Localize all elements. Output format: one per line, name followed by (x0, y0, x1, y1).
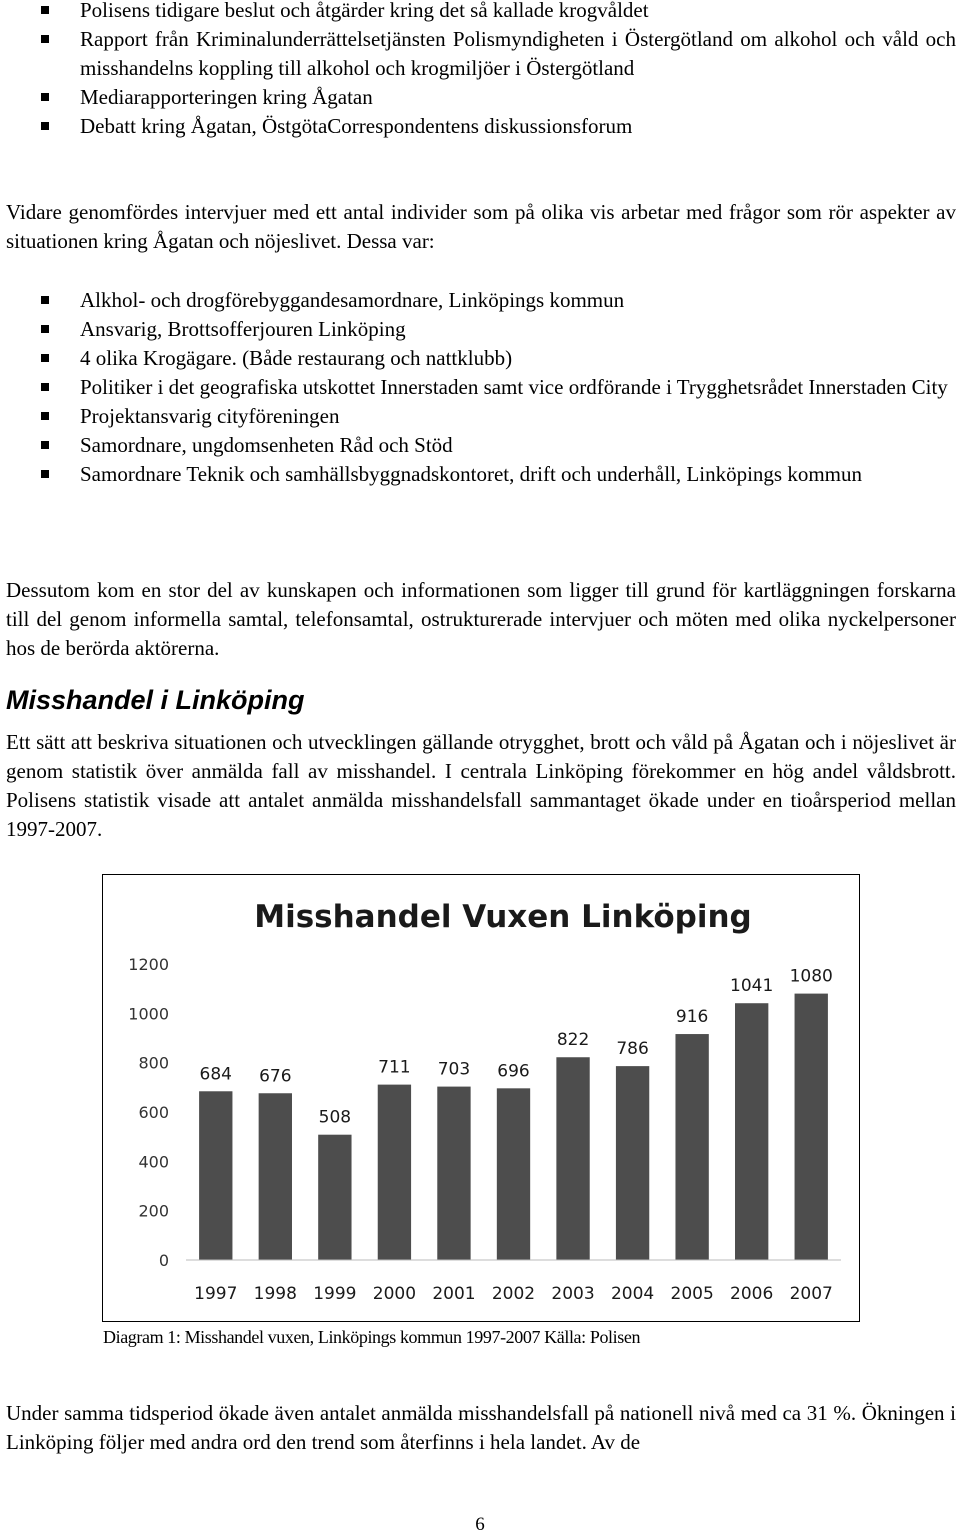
y-tick-label: 400 (138, 1152, 169, 1172)
y-tick-label: 1000 (128, 1004, 169, 1024)
square-bullet-icon (41, 383, 49, 391)
list-item: Alkhol- och drogförebyggandesamordnare, Linköpings kommun (0, 286, 960, 315)
data-label: 1041 (730, 976, 774, 997)
data-label: 703 (437, 1059, 471, 1080)
x-tick-label: 2003 (551, 1284, 595, 1304)
square-bullet-icon (41, 296, 49, 304)
chart-caption: Diagram 1: Misshandel vuxen, Linköpings kommun 1997-2007 Källa: Polisen (103, 1327, 641, 1347)
square-bullet-icon (41, 325, 49, 333)
data-label: 508 (318, 1107, 352, 1128)
square-bullet-icon (41, 412, 49, 420)
data-label: 676 (259, 1066, 292, 1087)
data-label: 822 (556, 1030, 590, 1051)
bar (318, 1135, 351, 1260)
y-axis (128, 955, 169, 1270)
x-tick-label: 2006 (730, 1284, 774, 1304)
square-bullet-icon (41, 93, 49, 101)
list-item: Polisens tidigare beslut och åtgärder kring det så kallade krogvåldet (0, 0, 960, 25)
bar-chart (103, 875, 859, 1321)
national-paragraph: Under samma tidsperiod ökade även antalet anmälda misshandelsfall på nationell nivå med ca 31 %. Ökningen i Linköping följer med andra ord den trend som återfinns i hela landet. Av de (6, 1401, 956, 1454)
bar (795, 994, 828, 1260)
y-tick-label: 1200 (128, 955, 169, 974)
chart-title: Misshandel Vuxen Linköping (254, 899, 752, 935)
list-item: Samordnare, ungdomsenheten Råd och Stöd (0, 431, 960, 460)
statistics-paragraph: Ett sätt att beskriva situationen och utvecklingen gällande otrygghet, brott och våld på Ågatan och i nöjeslivet är genom statistik över anmälda fall av misshandel. I centrala Linköping förekommer en hög andel våldsbrott. Polisens statistik visade att antalet anmälda misshandelsfall sammantaget ökade under en tioårsperiod mellan 1997-2007. (6, 730, 956, 841)
bar-series (199, 967, 833, 1260)
data-label: 1080 (789, 966, 833, 987)
x-axis (186, 1260, 841, 1304)
bar (378, 1085, 411, 1260)
x-tick-label: 2001 (432, 1284, 476, 1304)
y-tick-label: 600 (138, 1103, 169, 1122)
square-bullet-icon (41, 470, 49, 478)
square-bullet-icon (41, 354, 49, 362)
list-item: Samordnare Teknik och samhällsbyggnadskontoret, drift och underhåll, Linköpings kommun (0, 460, 960, 489)
list-item: Politiker i det geografiska utskottet Innerstaden samt vice ordförande i Trygghetsrådet Innerstaden City (0, 373, 960, 402)
bar (616, 1066, 649, 1260)
bar (199, 1091, 232, 1260)
bar (735, 1003, 768, 1260)
x-tick-label: 1998 (253, 1284, 297, 1304)
list-item: Mediarapporteringen kring Ågatan (0, 83, 960, 112)
interviewee-list (0, 286, 960, 489)
x-tick-label: 2002 (491, 1284, 536, 1304)
x-tick-label: 2004 (610, 1284, 655, 1304)
list-item: Debatt kring Ågatan, ÖstgötaCorrespondentens diskussionsforum (0, 112, 960, 141)
x-tick-label: 2007 (789, 1284, 833, 1304)
x-tick-label: 2000 (372, 1284, 417, 1304)
bar (556, 1057, 589, 1260)
y-tick-label: 800 (138, 1053, 169, 1073)
square-bullet-icon (41, 122, 49, 130)
bar-chart-frame (102, 874, 860, 1322)
list-item: 4 olika Krogägare. (Både restaurang och nattklubb) (0, 344, 960, 373)
knowledge-paragraph: Dessutom kom en stor del av kunskapen och informationen som ligger till grund för kartläggningen forskarna till del genom informella samtal, telefonsamtal, ostrukturerade intervjuer och möten med olika nyckelpersoner hos de berörda aktörerna. (6, 578, 956, 660)
source-list (0, 0, 960, 141)
list-item: Projektansvarig cityföreningen (0, 402, 960, 431)
data-label: 696 (497, 1061, 530, 1082)
square-bullet-icon (41, 35, 49, 43)
y-tick-label: 0 (158, 1251, 169, 1270)
data-label: 916 (675, 1007, 709, 1028)
data-label: 786 (616, 1039, 649, 1060)
bar (437, 1087, 470, 1260)
x-tick-label: 2005 (670, 1284, 714, 1304)
x-tick-label: 1999 (313, 1284, 357, 1304)
data-label: 684 (199, 1064, 232, 1085)
page-number: 6 (475, 1514, 485, 1535)
data-label: 711 (378, 1057, 411, 1078)
y-tick-label: 200 (138, 1201, 169, 1221)
list-item: Rapport från Kriminalunderrättelsetjänsten Polismyndigheten i Östergötland om alkohol och våld och misshandelns koppling till alkohol och krogmiljöer i Östergötland (0, 25, 960, 83)
bar (675, 1034, 708, 1260)
square-bullet-icon (41, 6, 49, 14)
interviews-paragraph: Vidare genomfördes intervjuer med ett antal individer som på olika vis arbetar med frågor som rör aspekter av situationen kring Ågatan och nöjeslivet. Dessa var: (6, 200, 956, 253)
section-heading: Misshandel i Linköping (6, 685, 305, 715)
list-item: Ansvarig, Brottsofferjouren Linköping (0, 315, 960, 344)
bar (497, 1088, 530, 1260)
square-bullet-icon (41, 441, 49, 449)
x-tick-label: 1997 (194, 1284, 238, 1304)
bar (259, 1093, 292, 1260)
